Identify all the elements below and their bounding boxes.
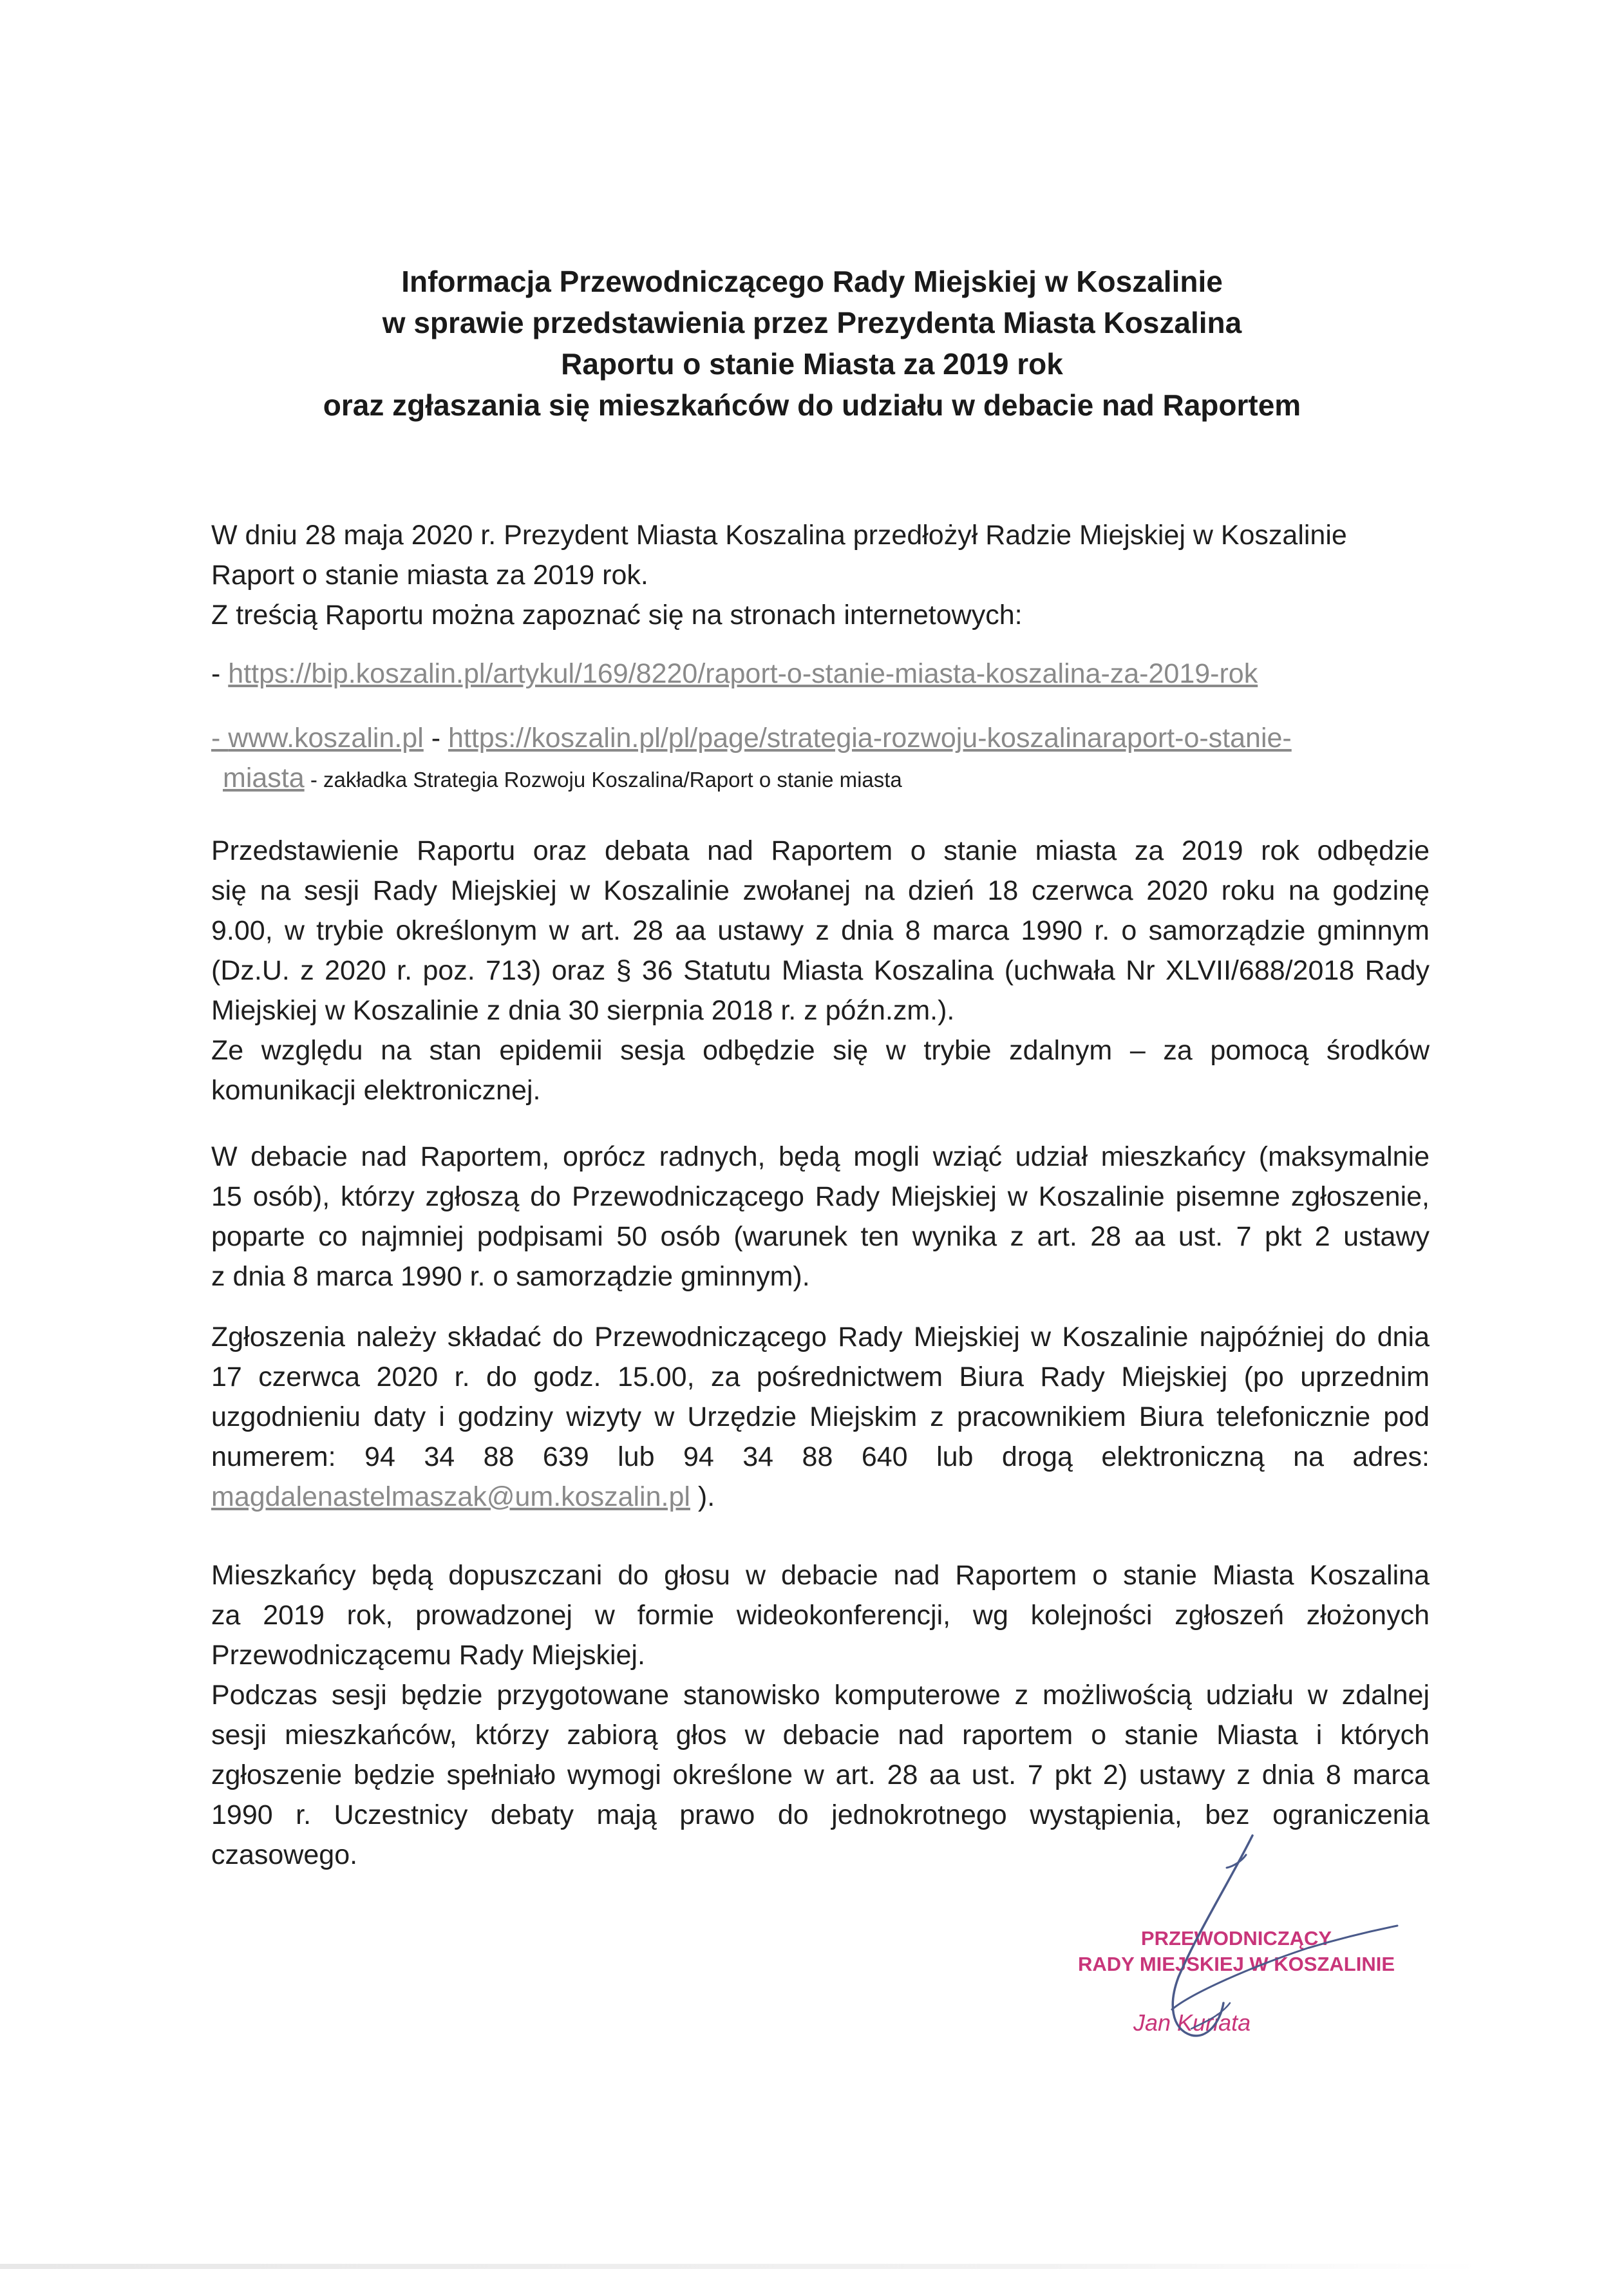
- para2-line: W debacie nad Raportem, oprócz radnych, będą mogli wziąć udział mieszkańcy (maksymalnie: [211, 1141, 1430, 1172]
- scan-edge-shadow: [0, 2264, 1481, 2269]
- para3-line: uzgodnieniu daty i godziny wizyty w Urzędzie Miejskim z pracownikiem Biura telefonicznie pod: [211, 1401, 1430, 1432]
- para1-line: 9.00, w trybie określonym w art. 28 aa ustawy z dnia 8 marca 1990 r. o samorządzie gminnym: [211, 915, 1430, 946]
- para4-line: za 2019 rok, prowadzonej w formie wideokonferencji, wg kolejności zgłoszeń złożonych: [211, 1600, 1430, 1631]
- intro-paragraph: [211, 515, 1430, 635]
- link-www-row: [211, 718, 1430, 800]
- handwritten-signature: [1095, 1829, 1417, 2061]
- paragraph-debate-session: [211, 831, 1430, 1110]
- paragraph-speaking-order: [211, 1555, 1430, 1875]
- para4-line: sesji mieszkańców, którzy zabiorą głos w debacie nad raportem o stanie Miasta i których: [211, 1720, 1430, 1751]
- para1-line: się na sesji Rady Miejskiej w Koszalinie zwołanej na dzień 18 czerwca 2020 roku na godzinę: [211, 875, 1430, 906]
- para4-line: Mieszkańcy będą dopuszczani do głosu w debacie nad Raportem o stanie Miasta Koszalina: [211, 1560, 1430, 1591]
- title-line-1: Informacja Przewodniczącego Rady Miejskiej w Koszalinie: [401, 265, 1223, 298]
- list-dash-link[interactable]: -: [211, 723, 229, 754]
- paragraph-participants: [211, 1137, 1430, 1296]
- para3-line-end: ).: [690, 1481, 715, 1512]
- paragraph-submissions: [211, 1317, 1430, 1517]
- list-dash: -: [211, 658, 229, 689]
- para4-line: czasowego.: [211, 1839, 358, 1870]
- email-link[interactable]: magdalenastelmaszak@um.koszalin.pl: [211, 1481, 690, 1512]
- link-bip-row: [211, 654, 1430, 694]
- stamp-title: PRZEWODNICZĄCY: [1140, 1927, 1332, 1950]
- document-title: [0, 261, 1624, 426]
- para2-line: z dnia 8 marca 1990 r. o samorządzie gminnym).: [211, 1261, 810, 1292]
- para1-line: komunikacji elektronicznej.: [211, 1075, 541, 1106]
- para4-line: Przewodniczącemu Rady Miejskiej.: [211, 1640, 645, 1671]
- para2-line: 15 osób), którzy zgłoszą do Przewodniczącego Rady Miejskiej w Koszalinie pisemne zgłoszenie,: [211, 1181, 1430, 1212]
- strategy-link[interactable]: https://koszalin.pl/pl/page/strategia-rozwoju-koszalinaraport-o-stanie-: [448, 723, 1292, 754]
- link-separator: -: [423, 723, 448, 754]
- www-link[interactable]: www.koszalin.pl: [228, 723, 424, 754]
- bip-link[interactable]: https://bip.koszalin.pl/artykul/169/8220/raport-o-stanie-miasta-koszalina-za-2019-rok: [228, 658, 1258, 689]
- para2-line: poparte co najmniej podpisami 50 osób (warunek ten wynika z art. 28 aa ust. 7 pkt 2 ustawy: [211, 1221, 1430, 1252]
- stamp-body: RADY MIEJSKIEJ W KOSZALINIE: [1077, 1953, 1395, 1975]
- intro-line-1: W dniu 28 maja 2020 r. Prezydent Miasta Koszalina przedłożył Radzie Miejskiej w Koszalinie: [211, 520, 1347, 551]
- para4-line: zgłoszenie będzie spełniało wymogi określone w art. 28 aa ust. 7 pkt 2) ustawy z dnia 8 marca: [211, 1760, 1430, 1790]
- stamp-name: Jan Kuriata: [1133, 2009, 1251, 2036]
- intro-line-2: Raport o stanie miasta za 2019 rok.: [211, 560, 648, 591]
- para1-line: Miejskiej w Koszalinie z dnia 30 sierpnia 2018 r. z późn.zm.).: [211, 995, 955, 1026]
- tab-note: - zakładka Strategia Rozwoju Koszalina/Raport o stanie miasta: [304, 768, 902, 792]
- para1-line: Ze względu na stan epidemii sesja odbędzie się w trybie zdalnym – za pomocą środków: [211, 1035, 1430, 1066]
- title-line-4: oraz zgłaszania się mieszkańców do udziału w debacie nad Raportem: [323, 388, 1301, 422]
- para3-line: numerem: 94 34 88 639 lub 94 34 88 640 lub drogą elektroniczną na adres:: [211, 1441, 1430, 1472]
- para3-line: 17 czerwca 2020 r. do godz. 15.00, za pośrednictwem Biura Rady Miejskiej (po uprzednim: [211, 1362, 1430, 1392]
- para1-line: Przedstawienie Raportu oraz debata nad Raportem o stanie miasta za 2019 rok odbędzie: [211, 835, 1430, 866]
- para3-line: Zgłoszenia należy składać do Przewodniczącego Rady Miejskiej w Koszalinie najpóźniej do dnia: [211, 1322, 1430, 1353]
- para4-line: 1990 r. Uczestnicy debaty mają prawo do jednokrotnego wystąpienia, bez ograniczenia: [211, 1799, 1430, 1830]
- title-line-2: w sprawie przedstawienia przez Prezydenta Miasta Koszalina: [382, 306, 1242, 339]
- intro-line-3: Z treścią Raportu można zapoznać się na stronach internetowych:: [211, 600, 1023, 631]
- para4-line: Podczas sesji będzie przygotowane stanowisko komputerowe z możliwością udziału w zdalnej: [211, 1680, 1430, 1711]
- title-line-3: Raportu o stanie Miasta za 2019 rok: [561, 347, 1063, 381]
- para1-line: (Dz.U. z 2020 r. poz. 713) oraz § 36 Statutu Miasta Koszalina (uchwała Nr XLVII/688/2018 Rady: [211, 955, 1430, 986]
- strategy-link-cont[interactable]: miasta: [223, 763, 305, 793]
